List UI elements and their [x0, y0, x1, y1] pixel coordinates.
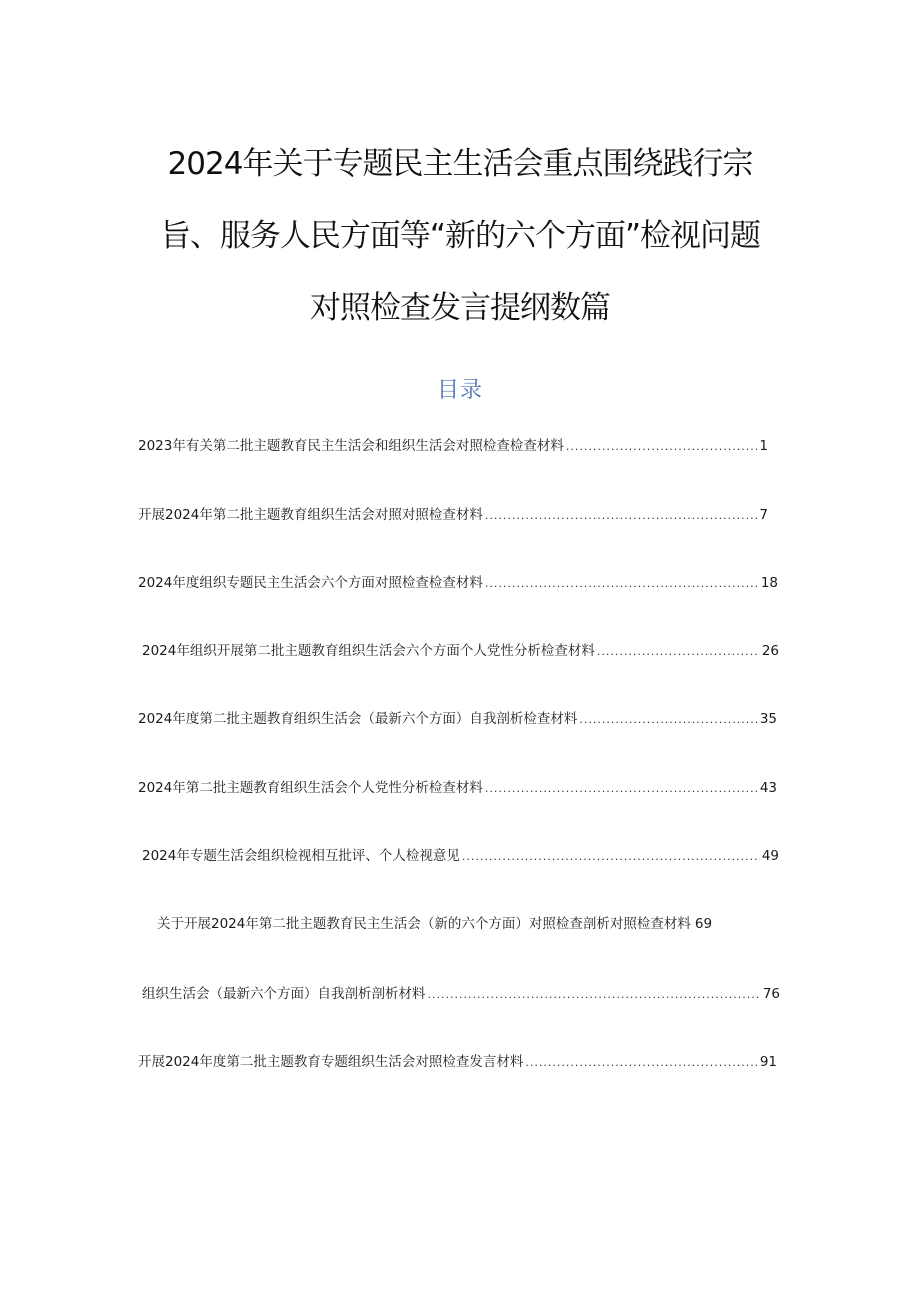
- toc-leader-dots: [462, 847, 760, 867]
- toc-entry[interactable]: [142, 984, 780, 1004]
- title-line-1: 2024年关于专题民主生活会重点围绕践行宗: [167, 146, 753, 182]
- toc-leader-dots: [485, 779, 758, 799]
- toc-entry-page: 91: [759, 1054, 777, 1070]
- toc-entry[interactable]: [138, 1052, 777, 1072]
- toc-entry[interactable]: [142, 641, 779, 661]
- toc-entry-title: 关于开展2024年第二批主题教育民主生活会（新的六个方面）对照检查剖析对照检查材料: [157, 916, 691, 932]
- toc-leader-dots: [579, 710, 757, 730]
- toc-entry-page: 35: [759, 711, 777, 727]
- toc-entry[interactable]: [138, 436, 768, 456]
- toc-entry[interactable]: [157, 914, 777, 934]
- toc-entry-title: 开展2024年度第二批主题教育专题组织生活会对照检查发言材料: [138, 1054, 524, 1070]
- toc-leader-dots: [485, 506, 758, 526]
- title-line-2: 旨、服务人民方面等“新的六个方面”检视问题: [159, 218, 761, 254]
- toc-leader-dots: [428, 985, 761, 1005]
- toc-entry-title: 组织生活会（最新六个方面）自我剖析剖析材料: [142, 986, 426, 1002]
- toc-entry-page: 49: [761, 848, 779, 864]
- toc-leader-dots: [566, 437, 758, 457]
- toc-entry-title: 2024年度组织专题民主生活会六个方面对照检查检查材料: [138, 575, 483, 591]
- toc-entry-page: 69: [694, 916, 713, 932]
- toc-entry-page: 76: [762, 986, 780, 1002]
- toc-entry-title: 开展2024年第二批主题教育组织生活会对照对照检查材料: [138, 507, 483, 523]
- toc-entry-page: 18: [760, 575, 778, 591]
- title-line-3: 对照检查发言提纲数篇: [310, 290, 610, 326]
- toc-entry-title: 2024年专题生活会组织检视相互批评、个人检视意见: [142, 848, 460, 864]
- toc-entry[interactable]: [138, 778, 777, 798]
- toc-leader-dots: [525, 1053, 757, 1073]
- toc-entry-title: 2023年有关第二批主题教育民主生活会和组织生活会对照检查检查材料: [138, 438, 564, 454]
- toc-entry-title: 2024年第二批主题教育组织生活会个人党性分析检查材料: [138, 780, 483, 796]
- toc-heading: 目录: [436, 378, 483, 403]
- toc-entry[interactable]: [138, 709, 777, 729]
- toc-entry-title: 2024年组织开展第二批主题教育组织生活会六个方面个人党性分析检查材料: [142, 643, 595, 659]
- toc-entry-page: 7: [759, 507, 768, 523]
- toc-entry[interactable]: [138, 505, 768, 525]
- toc-entry-title: 2024年度第二批主题教育组织生活会（最新六个方面）自我剖析检查材料: [138, 711, 578, 727]
- toc-entry[interactable]: [138, 573, 778, 593]
- toc-entry-page: 26: [761, 643, 779, 659]
- toc-leader-dots: [597, 642, 760, 662]
- toc-entry[interactable]: [142, 846, 779, 866]
- toc-entry-page: 1: [759, 438, 768, 454]
- toc-entry-page: 43: [759, 780, 777, 796]
- toc-leader-dots: [485, 574, 759, 594]
